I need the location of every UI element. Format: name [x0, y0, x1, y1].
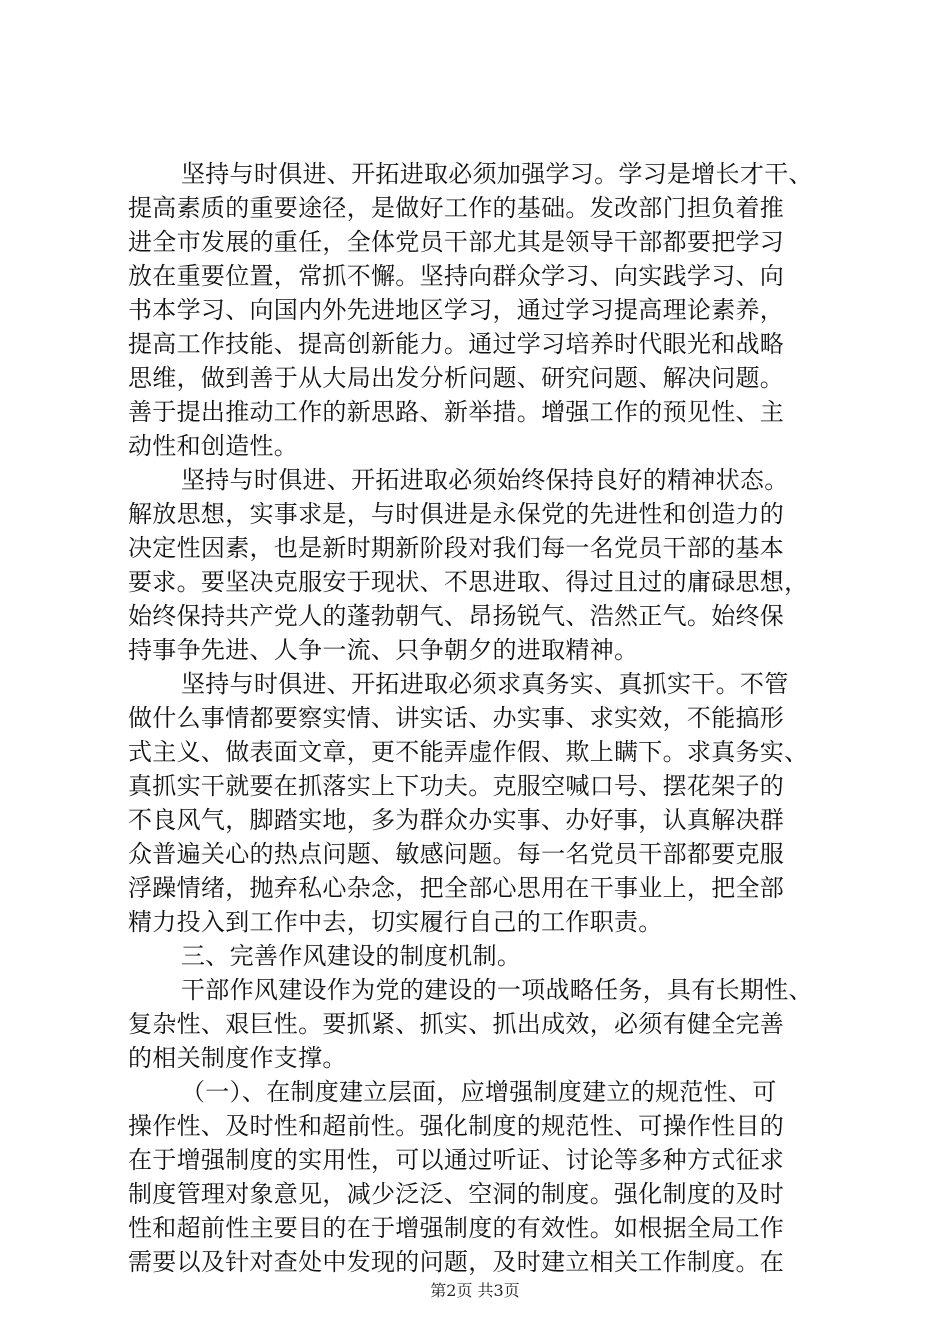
paragraph-line: 坚持与时俱进、开拓进取必须加强学习。学习是增长才干、	[181, 160, 813, 188]
paragraph-line: 提高工作技能、提高创新能力。通过学习培养时代眼光和战略	[128, 330, 785, 358]
paragraph-line: 需要以及针对查处中发现的问题，及时建立相关工作制度。在	[128, 1248, 785, 1276]
paragraph-line: 进全市发展的重任，全体党员干部尤其是领导干部都要把学习	[128, 228, 785, 256]
paragraph-line: 操作性、及时性和超前性。强化制度的规范性、可操作性目的	[128, 1112, 785, 1140]
paragraph-line: 坚持与时俱进、开拓进取必须始终保持良好的精神状态。	[181, 466, 789, 494]
paragraph-line: 复杂性、艰巨性。要抓紧、抓实、抓出成效，必须有健全完善	[128, 1010, 785, 1038]
section-heading: 三、完善作风建设的制度机制。	[181, 942, 522, 970]
paragraph-line: 持事争先进、人争一流、只争朝夕的进取精神。	[128, 636, 639, 664]
paragraph-line: 书本学习、向国内外先进地区学习，通过学习提高理论素养，	[128, 296, 785, 324]
paragraph-line: 浮躁情绪，抛弃私心杂念，把全部心思用在干事业上，把全部	[128, 874, 785, 902]
paragraph-line: 式主义、做表面文章，更不能弄虚作假、欺上瞒下。求真务实、	[128, 738, 809, 766]
paragraph-line: 真抓实干就要在抓落实上下功夫。克服空喊口号、摆花架子的	[128, 772, 785, 800]
paragraph-line: 坚持与时俱进、开拓进取必须求真务实、真抓实干。不管	[181, 670, 789, 698]
paragraph-line: 制度管理对象意见，减少泛泛、空洞的制度。强化制度的及时	[128, 1180, 785, 1208]
paragraph-line: 在于增强制度的实用性，可以通过听证、讨论等多种方式征求	[128, 1146, 785, 1174]
paragraph-line: 放在重要位置，常抓不懈。坚持向群众学习、向实践学习、向	[128, 262, 785, 290]
paragraph-line: 干部作风建设作为党的建设的一项战略任务，具有长期性、	[181, 976, 813, 1004]
paragraph-line: 善于提出推动工作的新思路、新举措。增强工作的预见性、主	[128, 398, 785, 426]
paragraph-line: 提高素质的重要途径，是做好工作的基础。发改部门担负着推	[128, 194, 785, 222]
paragraph-line: 动性和创造性。	[128, 432, 299, 460]
page-number-footer: 第2页 共3页	[430, 1281, 520, 1300]
paragraph-line: 性和超前性主要目的在于增强制度的有效性。如根据全局工作	[128, 1214, 785, 1242]
document-body	[128, 157, 836, 1279]
paragraph-line: 解放思想，实事求是，与时俱进是永保党的先进性和创造力的	[128, 500, 785, 528]
paragraph-line: 不良风气，脚踏实地，多为群众办实事、办好事，认真解决群	[128, 806, 785, 834]
paragraph-line: （一）、在制度建立层面，应增强制度建立的规范性、可	[181, 1078, 777, 1106]
paragraph-line: 要求。要坚决克服安于现状、不思进取、得过且过的庸碌思想，	[128, 568, 809, 596]
paragraph-line: 决定性因素，也是新时期新阶段对我们每一名党员干部的基本	[128, 534, 785, 562]
paragraph-line: 做什么事情都要察实情、讲实话、办实事、求实效，不能搞形	[128, 704, 785, 732]
paragraph-line: 思维，做到善于从大局出发分析问题、研究问题、解决问题。	[128, 364, 785, 392]
paragraph-line: 众普遍关心的热点问题、敏感问题。每一名党员干部都要克服	[128, 840, 785, 868]
paragraph-line: 精力投入到工作中去，切实履行自己的工作职责。	[128, 908, 663, 936]
paragraph-line: 始终保持共产党人的蓬勃朝气、昂扬锐气、浩然正气。始终保	[128, 602, 785, 630]
paragraph-line: 的相关制度作支撑。	[128, 1044, 347, 1072]
